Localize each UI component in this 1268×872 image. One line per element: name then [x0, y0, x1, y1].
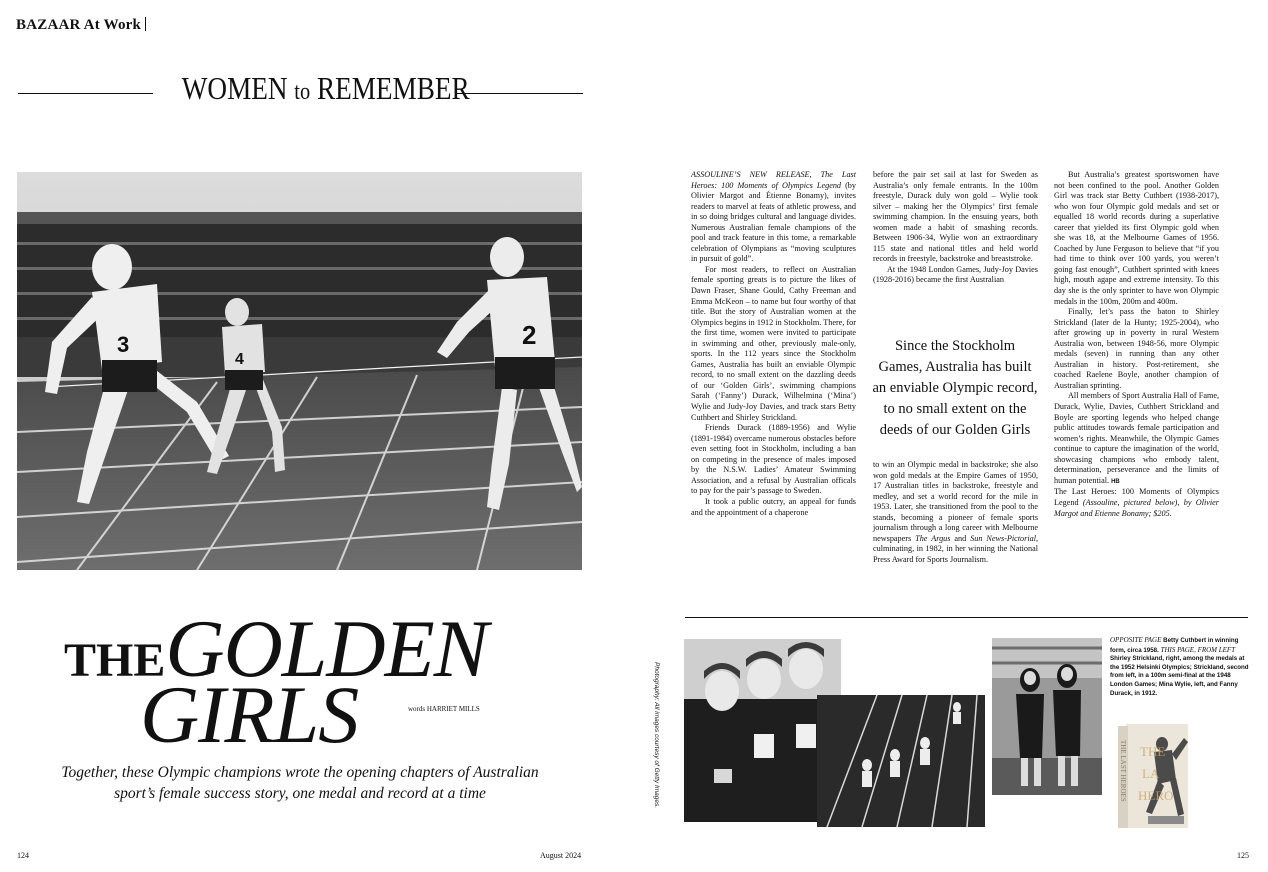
headline-girls: GIRLS [140, 669, 359, 760]
photo-credit: Photography: All images courtesy of Getty Images. [653, 662, 660, 809]
bib-number-2: 2 [522, 320, 537, 350]
article-paragraph: For most readers, to reflect on Australian female sporting greats is to picture the likes of Dawn Fraser, Shane Gould, Cathy Freeman and Emma McKeon – to name but four worthy of that title. But the story of Australian women at the Olympics begins in 1912 in Stockholm. There, for the first time, women were invited to participate in swimming and other, previously male-only, sports. In the 112 years since the Stockholm Games, Australia has built an enviable Olympic record, to no small extent on the dazzling deeds of our ‘Golden Girls’, swimming champions Sarah (‘Fanny’) Durack, Wilhelmina (‘Mina’) Wylie and Judy-Joy Davies, and track stars Betty Cuthbert and Shirley Strickland. [691, 264, 856, 422]
title-rule-left [18, 93, 153, 94]
svg-text:THE LAST HEROES: THE LAST HEROES [1119, 740, 1127, 802]
byline: words HARRIET MILLS [408, 705, 480, 713]
article-paragraph: It took a public outcry, an appeal for funds and the appointment of a chaperone [691, 496, 856, 517]
article-paragraph: Finally, let’s pass the baton to Shirley Strickland (later de la Hunty; 1925-2004), who after growing up in poverty in rural Western Australia won, between 1948-56, more Olympic medals (seven) in running than any other Australian in history. Post-retirement, she coached Raelene Boyle, another champion of Australian sprinting. [1054, 307, 1219, 390]
brand-header [16, 17, 146, 34]
sprint-photo [817, 695, 985, 827]
article-paragraph: All members of Sport Australia Hall of Fame, Durack, Wylie, Davies, Cuthbert Strickland and Boyle are sporting legends who helped change public attitudes towards female participation and women’s rights. Meanwhile, the Olympic Games continue to capture the imagination of the world, showcasing champions who embody talent, determination, perseverance and the limits of human potential. HB [1054, 391, 1219, 485]
article-paragraph: At the 1948 London Games, Judy-Joy Davies (1928-2016) became the first Australian [873, 264, 1038, 285]
section-title: WOMEN to REMEMBER [181, 70, 470, 106]
main-photo [17, 172, 582, 570]
issue-date: August 2024 [540, 851, 582, 860]
headline-the: THE [64, 634, 166, 687]
pull-quote: Since the Stockholm Games, Australia has built an enviable Olympic record, to no small extent on the deeds of our Golden Girls [872, 338, 1038, 438]
article-column-2-bottom [873, 460, 1038, 565]
article-column-1 [691, 170, 856, 518]
bib-number-3: 3 [117, 332, 130, 357]
book-cover-text: THE [1140, 744, 1166, 759]
bib-number-4: 4 [235, 351, 244, 368]
article-paragraph: Friends Durack (1889-1956) and Wylie (1891-1984) overcame numerous obstacles before even setting foot in Stockholm, including a ban on competing in the presence of males imposed by the N.S.W. Ladies’ Amateur Swimming Association, and a refusal by Australian officals to pay for the pair’s passage to Sweden. [691, 423, 856, 496]
author-sign-off: HB [1111, 478, 1120, 485]
caption-rule [685, 617, 1248, 618]
article-paragraph: But Australia’s greatest sportswomen have not been confined to the pool. Another Golden Girl was track star Betty Cuthbert (1938-2017), who won four Olympic gold medals and set or equalled 18 world records during a superlative career that yielded its first Olympic gold when she was 18, at the Melbourne Games of 1956. Coached by June Ferguson to believe that “if you had time to think over 100 yards, you weren’t going fast enough”, Cuthbert sprinted with knees high, mouth agape and extreme intensity. To this day she is the only sprinter to have won Olympic medals in the 100m, 200m and 400m. [1054, 170, 1219, 306]
book-cover-text: HERO [1138, 788, 1174, 803]
brand-text: BAZAAR At Work [16, 17, 142, 33]
article-column-3 [1054, 170, 1219, 519]
photo-caption: OPPOSITE PAGE Betty Cuthbert in winning form, circa 1958. THIS PAGE, FROM LEFT Shirley Strickland, right, among the medals at the 1952 Helsinki Olympics; Strickland, second from left, in a 100m semi-final at the 1948 London Games; Mina Wylie, left, and Fanny Durack, in 1912. [1110, 636, 1249, 697]
page-number-left: 124 [17, 851, 29, 860]
swimmers-photo [992, 638, 1102, 795]
article-intro: ASSOULINE’S NEW RELEASE, The Last Heroes: 100 Moments of Olympics Legend (by Olivier Margot and Étienne Bonamy), invites readers to marvel at feats of athletic prowess, and in so doing bridges cultural and language divides. Numerous Australian female champions of the pool and track feature in this tome, a remarkable celebration of Olympians as “moving sculptures in pursuit of gold”. [691, 170, 856, 264]
book-cover-text: LA [1142, 766, 1160, 781]
headline-golden: GOLDEN [165, 603, 488, 694]
standfirst: Together, these Olympic champions wrote the opening chapters of Australian sport’s female success story, one medal and record at a time [61, 764, 539, 802]
article-paragraph: before the pair set sail at last for Sweden as Australia’s only female entrants. In the 100m freestyle, Durack duly won gold – Wylie took silver – making her the Olympics’ first female swimming champion. In the ensuing years, both women made a habit of smashing records. Between 1906-34, Wylie won an extraordinary 115 state and national titles and held world records in freestyle, backstroke and breaststroke. [873, 170, 1038, 264]
title-rule-right [457, 93, 583, 94]
book-credit: The Last Heroes: 100 Moments of Olympics Legend (Assouline, pictured below), by Olivier Margot and Etienne Bonamy; $205. [1054, 487, 1219, 518]
article-paragraph: to win an Olympic medal in backstroke; she also won gold medals at the Empire Games of 1950, 17 Australian titles in backstroke, freestyle and medley, and set a world record for the mile in 1953. Later, she transitioned from the pool to the stands, becoming a pioneer of female sports journalism through a long career with Melbourne newspapers The Argus and Sun News-Pictorial, culminating, in 1982, in her winning the National Press Award for Sports Journalism. [873, 460, 1039, 564]
page-number-right: 125 [1237, 851, 1249, 860]
book-cover [1118, 720, 1190, 830]
article-column-2-top [873, 170, 1038, 286]
